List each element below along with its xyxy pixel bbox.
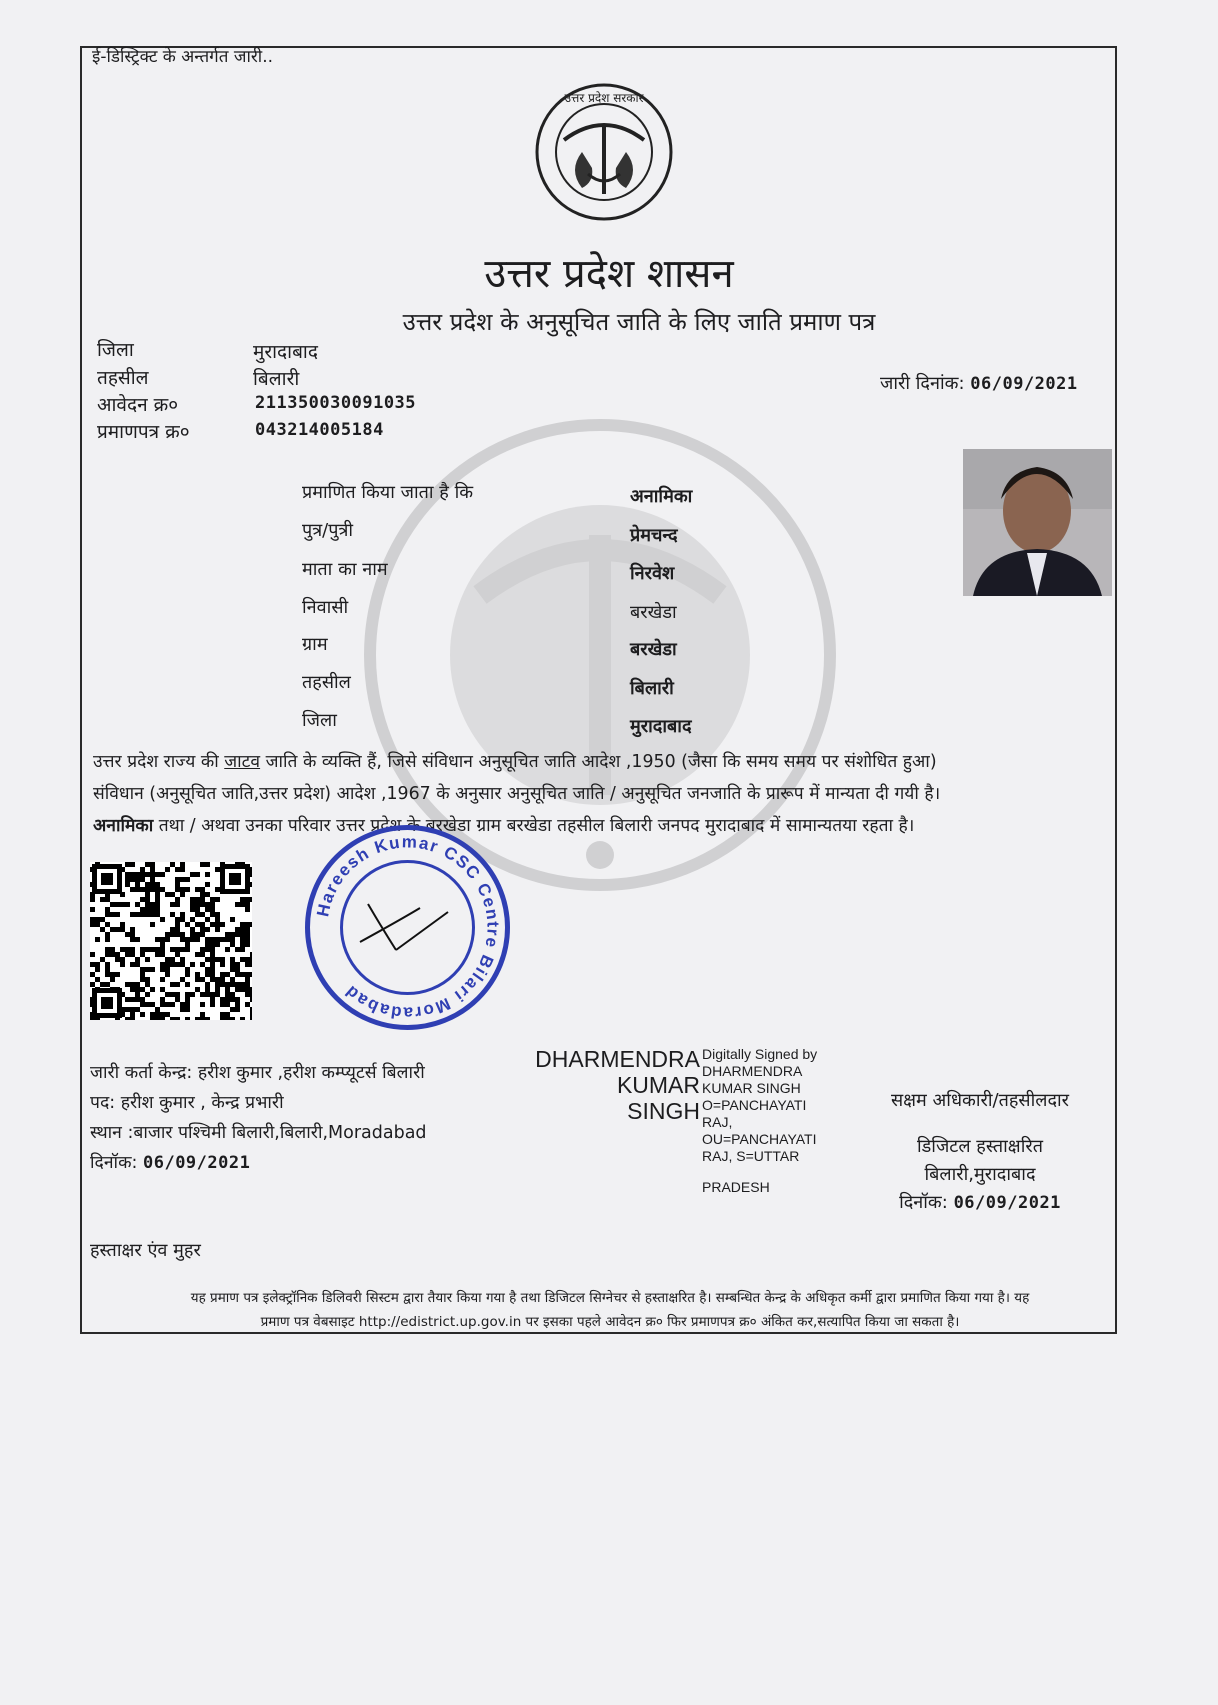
detail-label: तहसील xyxy=(302,672,351,693)
district-label: जिला xyxy=(97,339,134,361)
caste-name: जाटव xyxy=(224,752,261,772)
issuer-date: दिनॉक: 06/09/2021 xyxy=(90,1153,251,1173)
footer-note xyxy=(90,1286,1130,1334)
detail-label: ग्राम xyxy=(302,634,328,655)
detail-value: अनामिका xyxy=(630,486,693,507)
detail-label: जिला xyxy=(302,710,337,731)
certificate-subtitle: उत्तर प्रदेश के अनुसूचित जाति के लिए जाति प्रमाण पत्र xyxy=(402,308,876,336)
detail-label: निवासी xyxy=(302,597,349,618)
detail-label: माता का नाम xyxy=(302,559,388,580)
application-label: आवेदन क्र० xyxy=(97,394,179,416)
detail-value: मुरादाबाद xyxy=(630,716,692,737)
issuer-post: पद: हरीश कुमार , केन्द्र प्रभारी xyxy=(90,1093,284,1113)
csc-centre-stamp xyxy=(300,820,515,1035)
tehsil-label: तहसील xyxy=(97,367,149,389)
authority-place: बिलारी,मुरादाबाद xyxy=(924,1164,1036,1185)
detail-label: पुत्र/पुत्री xyxy=(302,520,354,541)
paragraph-line-3: अनामिका तथा / अथवा उनका परिवार उत्तर प्रदेश के बरखेडा ग्राम बरखेडा तहसील बिलारी जनपद मुरादाबाद में सामान्यतया रहता है। xyxy=(93,816,915,836)
detail-value: बिलारी xyxy=(630,678,674,699)
issued-under-note: ई-डिस्ट्रिक्ट के अन्तर्गत जारी.. xyxy=(92,47,274,67)
certificate-label: प्रमाणपत्र क्र० xyxy=(97,421,190,443)
signature-seal-label: हस्ताक्षर एंव मुहर xyxy=(90,1240,201,1261)
detail-value: निरवेश xyxy=(630,563,675,584)
issuer-place: स्थान :बाजार पश्चिमी बिलारी,बिलारी,Moradabad xyxy=(90,1123,427,1143)
svg-text:उत्तर प्रदेश सरकार: उत्तर प्रदेश सरकार xyxy=(564,91,644,105)
issuer-block xyxy=(90,1058,427,1178)
footer-line-2: प्रमाण पत्र वेबसाइट http://edistrict.up.gov.in पर इसका पहले आवेदन क्र० फिर प्रमाणपत्र क्र० अंकित कर,सत्यापित किया जा सकता है। xyxy=(260,1314,960,1330)
authority-block xyxy=(855,1133,1105,1217)
digital-signer-name: DHARMENDRA KUMAR SINGH xyxy=(535,1046,700,1124)
certificate-number: 043214005184 xyxy=(255,420,384,440)
authority-title: सक्षम अधिकारी/तहसीलदार xyxy=(890,1090,1070,1111)
issue-date xyxy=(880,371,1078,395)
paragraph-line-1: उत्तर प्रदेश राज्य की जाटव जाति के व्यक्ति हैं, जिसे संविधान अनुसूचित जाति आदेश ,1950 (जैसा कि समय समय पर संशोधित हुआ) xyxy=(93,752,937,772)
certification-paragraph xyxy=(93,746,1113,842)
up-emblem-logo xyxy=(532,82,677,222)
authority-date: दिनॉक: 06/09/2021 xyxy=(899,1192,1061,1213)
page-title: उत्तर प्रदेश शासन xyxy=(484,251,734,297)
applicant-name: अनामिका xyxy=(93,816,154,836)
applicant-photo xyxy=(963,449,1112,596)
district-value: मुरादाबाद xyxy=(253,341,318,363)
application-number: 211350030091035 xyxy=(255,393,417,413)
detail-value: बरखेडा xyxy=(630,639,677,660)
detail-value: प्रेमचन्द xyxy=(630,525,678,546)
paragraph-line-2: संविधान (अनुसूचित जाति,उत्तर प्रदेश) आदेश ,1967 के अनुसार अनुसूचित जाति / अनुसूचित जनजाति के प्रारूप में मान्यता दी गयी है। xyxy=(93,784,941,804)
authority-signed: डिजिटल हस्ताक्षरित xyxy=(917,1136,1043,1157)
digital-signature-details: Digitally Signed by DHARMENDRA KUMAR SINGH O=PANCHAYATI RAJ, OU=PANCHAYATI RAJ, S=UTTAR PRADESH xyxy=(702,1046,818,1195)
detail-value: बरखेडा xyxy=(630,602,677,623)
issuer-centre: जारी कर्ता केन्द्र: हरीश कुमार ,हरीश कम्प्यूटर्स बिलारी xyxy=(90,1063,425,1083)
detail-label: प्रमाणित किया जाता है कि xyxy=(302,482,474,503)
issue-date-value: 06/09/2021 xyxy=(970,374,1078,394)
footer-line-1: यह प्रमाण पत्र इलेक्ट्रॉनिक डिलिवरी सिस्टम द्वारा तैयार किया गया है तथा डिजिटल सिग्नेचर से हस्ताक्षरित है। सम्बन्धित केन्द्र के अधिकृत कर्मी द्वारा प्रमाणित किया गया है। यह xyxy=(190,1290,1030,1306)
svg-text:Hareesh Kumar CSC Centre Bilar: Hareesh Kumar CSC Centre Bilari Moradabad xyxy=(313,832,503,1023)
qr-code xyxy=(90,862,252,1020)
tehsil-value: बिलारी xyxy=(253,368,300,390)
issue-date-label: जारी दिनांक: xyxy=(880,373,965,394)
